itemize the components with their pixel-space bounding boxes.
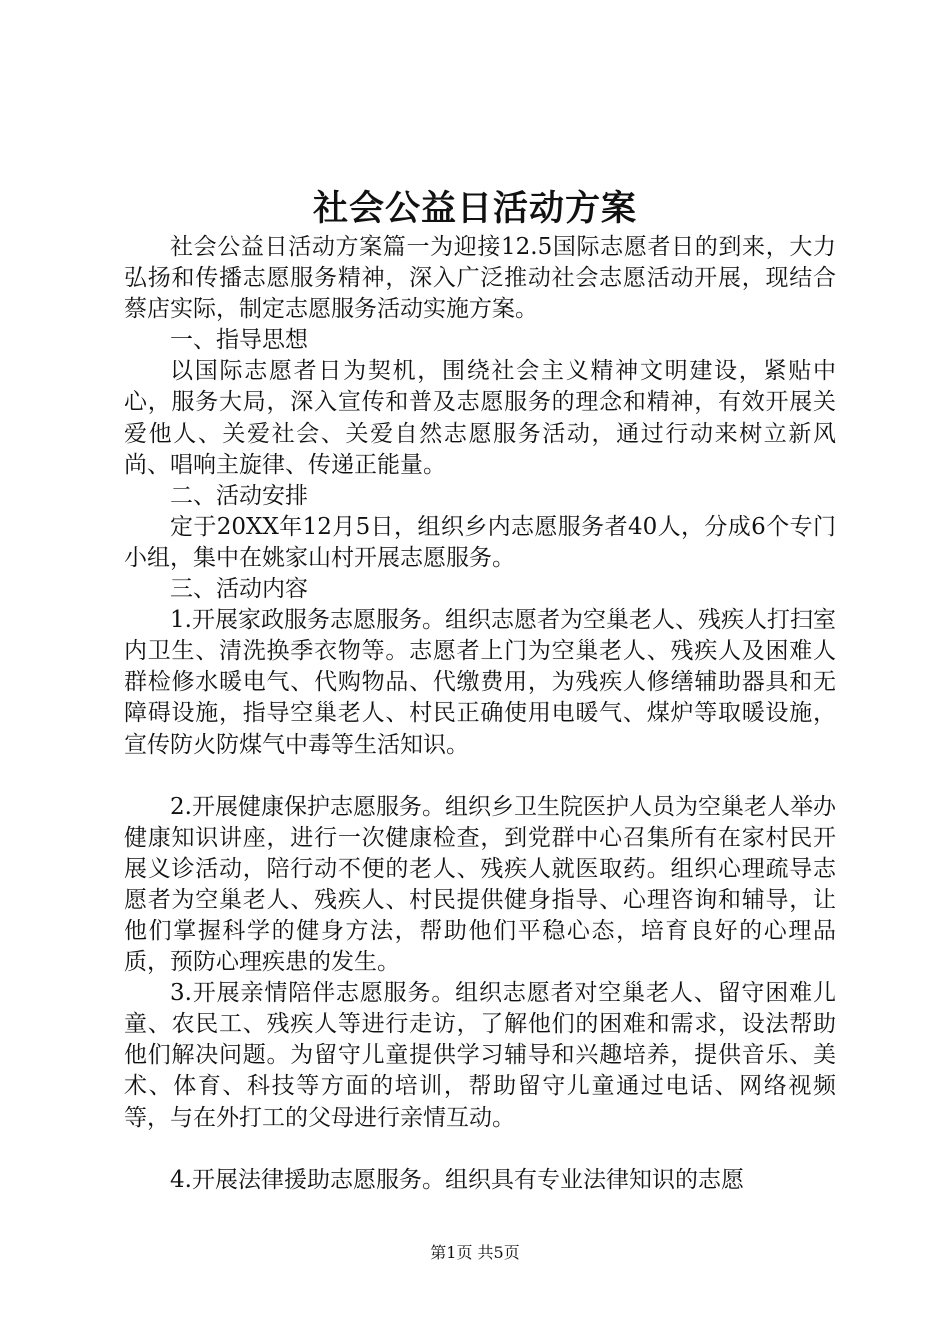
- document-body: [124, 232, 836, 1196]
- content-item-4: 4.开展法律援助志愿服务。组织具有专业法律知识的志愿: [170, 1166, 744, 1193]
- content-item-1: 1.开展家政服务志愿服务。组织志愿者为空巢老人、残疾人打扫室内卫生、清洗换季衣物等。志愿者上门为空巢老人、残疾人及困难人群检修水暖电气、代购物品、代缴费用，为残疾人修缮辅助器具和无障碍设施，指导空巢老人、村民正确使用电暖气、煤炉等取暖设施，宣传防火防煤气中毒等生活知识。: [124, 607, 836, 758]
- section-heading-content: 三、活动内容: [170, 576, 308, 603]
- content-item-2: 2.开展健康保护志愿服务。组织乡卫生院医护人员为空巢老人举办健康知识讲座，进行一次健康检查，到党群中心召集所有在家村民开展义诊活动，陪行动不便的老人、残疾人就医取药。组织心理疏导志愿者为空巢老人、残疾人、村民提供健身指导、心理咨询和辅导，让他们掌握科学的健身方法，帮助他们平稳心态，培育良好的心理品质，预防心理疾患的发生。: [124, 793, 836, 976]
- section-heading-arrangement: 二、活动安排: [170, 482, 308, 509]
- document-title: 社会公益日活动方案: [312, 188, 637, 229]
- intro-paragraph: 社会公益日活动方案篇一为迎接12.5国际志愿者日的到来，大力弘扬和传播志愿服务精神，深入广泛推动社会志愿活动开展，现结合蔡店实际，制定志愿服务活动实施方案。: [124, 234, 836, 323]
- page-footer: 第1页 共5页: [430, 1243, 520, 1262]
- guiding-thought-paragraph: 以国际志愿者日为契机，围绕社会主义精神文明建设，紧贴中心，服务大局，深入宣传和普及志愿服务的理念和精神，有效开展关爱他人、关爱社会、关爱自然志愿服务活动，通过行动来树立新风尚、唱响主旋律、传递正能量。: [124, 358, 836, 478]
- content-item-3: 3.开展亲情陪伴志愿服务。组织志愿者对空巢老人、留守困难儿童、农民工、残疾人等进行走访，了解他们的困难和需求，设法帮助他们解决问题。为留守儿童提供学习辅导和兴趣培养，提供音乐、美术、体育、科技等方面的培训，帮助留守儿童通过电话、网络视频等，与在外打工的父母进行亲情互动。: [124, 980, 836, 1131]
- section-heading-guiding-thought: 一、指导思想: [170, 327, 308, 354]
- arrangement-paragraph: 定于20XX年12月5日，组织乡内志愿服务者40人，分成6个专门小组，集中在姚家山村开展志愿服务。: [124, 513, 836, 571]
